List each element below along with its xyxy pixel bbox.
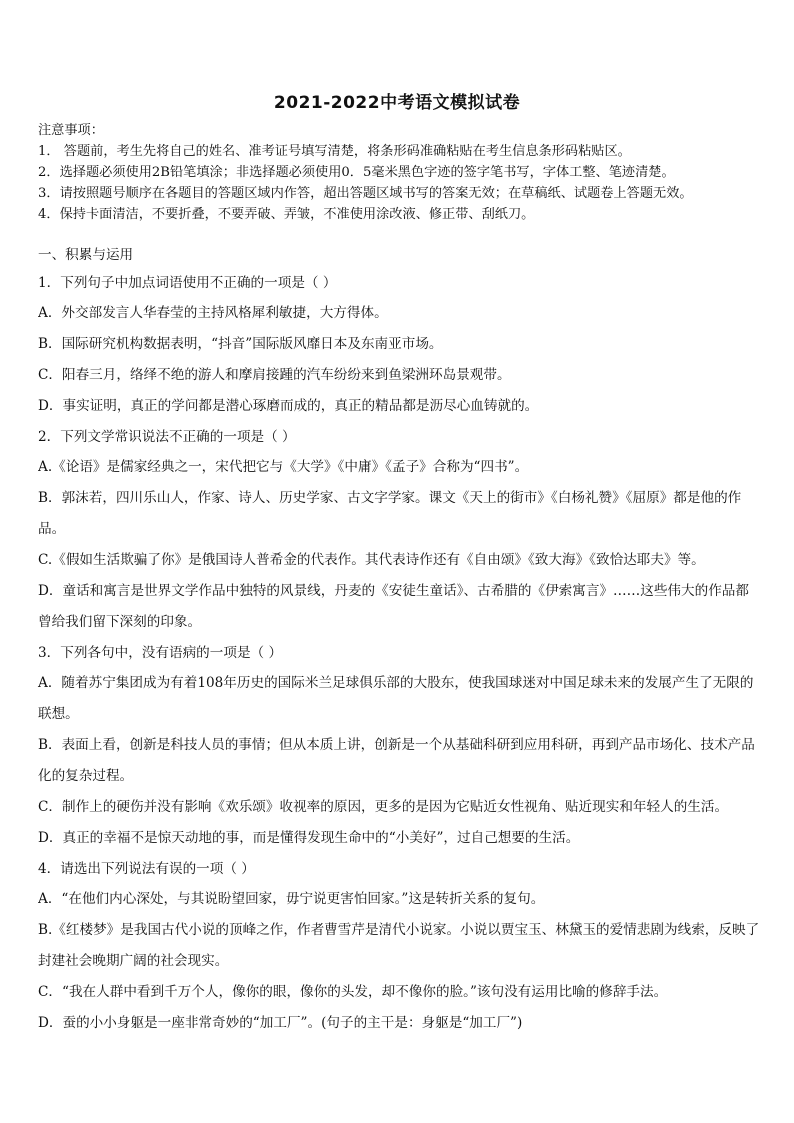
question-stem: 4．请选出下列说法有误的一项（ ） xyxy=(38,861,255,877)
option-c: C．制作上的硬伤并没有影响《欢乐颂》收视率的原因，更多的是因为它贴近女性视角、贴近现实和年轻人的生活。 xyxy=(38,799,729,815)
notice-item: 2．选择题必须使用2B铅笔填涂；非选择题必须使用0．5毫米黑色字迹的签字笔书写，字体工整、笔迹清楚。 xyxy=(38,165,675,180)
notice-heading: 注意事项： xyxy=(38,123,104,138)
option-c: C.《假如生活欺骗了你》是俄国诗人普希金的代表作。其代表诗作还有《自由颂》《致大海》《致恰达耶夫》等。 xyxy=(38,552,705,568)
section-title: 一、积累与运用 xyxy=(38,247,134,263)
question-stem: 3．下列各句中，没有语病的一项是（ ） xyxy=(38,645,283,661)
question-2 xyxy=(38,422,760,638)
notice-item: 1． 答题前，考生先将自己的姓名、准考证号填写清楚，将条形码准确粘贴在考生信息条形码粘贴区。 xyxy=(38,144,631,159)
option-b: B．表面上看，创新是科技人员的事情；但从本质上讲，创新是一个从基础科研到应用科研，再到产品市场化、技术产品化的复杂过程。 xyxy=(38,737,755,784)
option-a: A．随着苏宁集团成为有着108年历史的国际米兰足球俱乐部的大股东，使我国球迷对中国足球未来的发展产生了无限的联想。 xyxy=(38,675,754,722)
option-d: D．童话和寓言是世界文学作品中独特的风景线，丹麦的《安徒生童话》、古希腊的《伊索寓言》……这些伟大的作品都曾给我们留下深刻的印象。 xyxy=(38,583,749,630)
questions-body xyxy=(38,244,760,1039)
question-stem: 1．下列句子中加点词语使用不正确的一项是（ ） xyxy=(38,275,337,291)
exam-title: 2021-2022中考语文模拟试卷 xyxy=(273,93,521,113)
option-a: A．外交部发言人华春莹的主持风格犀利敏捷，大方得体。 xyxy=(38,305,388,321)
notice-block xyxy=(38,120,758,225)
option-b: B．国际研究机构数据表明，“抖音”国际版风靡日本及东南亚市场。 xyxy=(38,336,443,352)
option-d: D．真正的幸福不是惊天动地的事，而是懂得发现生命中的“小美好”，过自己想要的生活。 xyxy=(38,830,580,846)
question-1 xyxy=(38,268,760,422)
option-d: D．事实证明，真正的学问都是潜心琢磨而成的，真正的精品都是沥尽心血铸就的。 xyxy=(38,398,539,414)
option-d: D．蚕的小小身躯是一座非常奇妙的“加工厂”。(句子的主干是：身躯是“加工厂”) xyxy=(38,1015,523,1031)
option-c: C．阳春三月，络绎不绝的游人和摩肩接踵的汽车纷纷来到鱼梁洲环岛景观带。 xyxy=(38,367,511,383)
option-b: B.《红楼梦》是我国古代小说的顶峰之作，作者曹雪芹是清代小说家。小说以贾宝玉、林黛玉的爱情悲剧为线索，反映了封建社会晚期广阔的社会现实。 xyxy=(38,922,760,969)
question-4 xyxy=(38,854,760,1039)
question-3 xyxy=(38,638,760,854)
question-stem: 2．下列文学常识说法不正确的一项是（ ） xyxy=(38,429,296,445)
option-b: B．郭沫若，四川乐山人，作家、诗人、历史学家、古文字学家。课文《天上的街市》《白杨礼赞》《屈原》都是他的作品。 xyxy=(38,490,742,537)
option-a: A．“在他们内心深处，与其说盼望回家，毋宁说更害怕回家。”这是转折关系的复句。 xyxy=(38,891,545,907)
notice-item: 4．保持卡面清洁，不要折叠，不要弄破、弄皱，不准使用涂改液、修正带、刮纸刀。 xyxy=(38,207,535,222)
option-a: A.《论语》是儒家经典之一，宋代把它与《大学》《中庸》《孟子》合称为“四书”。 xyxy=(38,459,529,475)
notice-item: 3．请按照题号顺序在各题目的答题区域内作答，超出答题区域书写的答案无效；在草稿纸、试题卷上答题无效。 xyxy=(38,186,693,201)
option-c: C．“我在人群中看到千万个人，像你的眼，像你的头发，却不像你的脸。”该句没有运用比喻的修辞手法。 xyxy=(38,984,668,1000)
